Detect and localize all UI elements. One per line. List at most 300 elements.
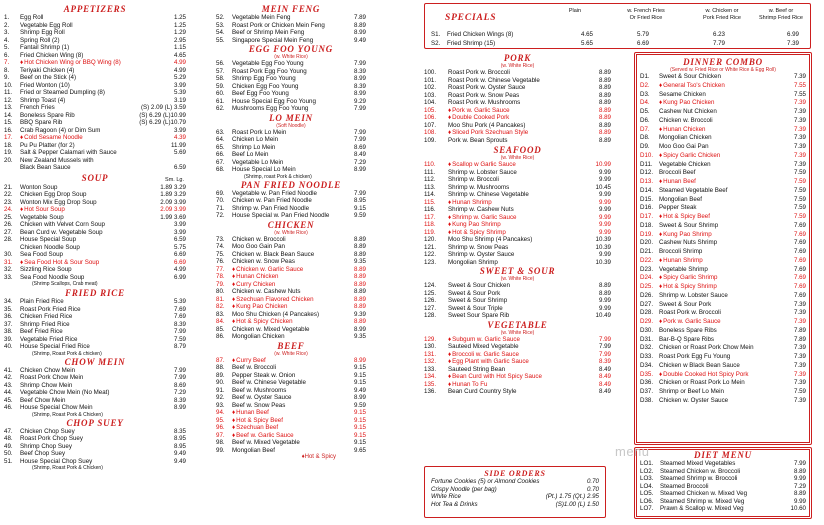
menu-item-price: 7.69 bbox=[793, 230, 806, 238]
menu-item-label: Double Cooked Pork bbox=[452, 114, 510, 121]
menu-item-row bbox=[424, 366, 611, 374]
watermark: menu bbox=[615, 444, 650, 459]
menu-item-label: Pork w. Garlic Sauce bbox=[663, 318, 721, 325]
menu-item-label: Spring Roll (2) bbox=[20, 36, 60, 44]
menu-item-price: (S) 2.09 (L) 3.59 bbox=[140, 104, 186, 111]
menu-item-price: 8.99 bbox=[353, 90, 366, 97]
menu-item-name bbox=[4, 328, 174, 336]
menu-item-number: 46. bbox=[4, 404, 13, 411]
dinner-combo-box bbox=[634, 52, 812, 445]
menu-item-row bbox=[216, 417, 366, 425]
menu-item-row bbox=[640, 126, 806, 135]
menu-item-number: 103. bbox=[424, 91, 437, 99]
menu-item-row bbox=[4, 104, 186, 112]
menu-item-label: Broccoli Shrimp bbox=[659, 248, 703, 255]
menu-item-name bbox=[4, 37, 174, 45]
menu-item-price: 7.99 bbox=[353, 136, 366, 143]
special-price: 6.99 bbox=[786, 31, 799, 38]
menu-item-price: 8.99 bbox=[353, 29, 366, 36]
menu-item-row bbox=[640, 353, 806, 362]
menu-item-price: 9.35 bbox=[353, 333, 366, 340]
lo-mein-sub: (Shrimp, roast Pork & chicken) bbox=[244, 173, 312, 180]
hot-spicy-icon: ♦ bbox=[232, 318, 236, 325]
menu-item-price: 8.49 bbox=[598, 373, 611, 380]
menu-item-row bbox=[424, 214, 611, 222]
menu-item-name bbox=[4, 450, 174, 458]
menu-item-price: 9.65 bbox=[353, 446, 366, 454]
seafood-list bbox=[424, 161, 611, 266]
menu-item-name bbox=[4, 191, 160, 199]
menu-item-number: 12. bbox=[4, 96, 13, 104]
menu-item-name bbox=[640, 266, 794, 275]
menu-item-label: Mushrooms Egg Foo Young bbox=[232, 105, 309, 112]
menu-item-label: Vegetable Mein Feng bbox=[232, 14, 291, 21]
menu-item-name bbox=[216, 136, 354, 144]
menu-item-label: Hunan Beef bbox=[236, 409, 269, 416]
menu-item-row bbox=[640, 266, 806, 275]
menu-item-label: Steamed Vegetable Beef bbox=[659, 186, 728, 194]
menu-item-name bbox=[640, 292, 794, 301]
menu-item-number: D14. bbox=[640, 186, 654, 194]
menu-item-price: 7.39 bbox=[793, 99, 806, 107]
diet-menu-row bbox=[640, 498, 806, 506]
menu-item-row bbox=[424, 191, 611, 199]
menu-item-label: Bean Curd Country Style bbox=[448, 388, 517, 395]
menu-item-label: Chicken w. Oyster Sauce bbox=[659, 396, 729, 404]
menu-item-row bbox=[216, 151, 366, 159]
menu-item-name bbox=[424, 388, 599, 396]
menu-item-label: Roast Pork Egg Foo Young bbox=[232, 67, 307, 75]
sweet-sour-note: (w. White Rice) bbox=[500, 276, 535, 282]
menu-item-label: Hunan Shrimp bbox=[452, 198, 492, 206]
menu-item-row bbox=[424, 251, 611, 259]
menu-item-number: 62. bbox=[216, 105, 225, 112]
menu-item-price: 7.59 bbox=[793, 213, 806, 220]
menu-item-label: Shrimp Toast (4) bbox=[20, 96, 66, 104]
menu-item-price: 9.49 bbox=[173, 450, 186, 457]
specials-box bbox=[424, 3, 811, 49]
menu-item-label: General Tso's Chicken bbox=[663, 81, 725, 89]
menu-item-row bbox=[424, 312, 611, 320]
menu-item-row bbox=[216, 60, 366, 68]
menu-item-price: 9.99 bbox=[598, 221, 611, 228]
menu-item-price: 4.39 bbox=[173, 134, 186, 141]
menu-item-label: New Zealand Mussels with bbox=[20, 156, 94, 164]
diet-menu-price: 8.89 bbox=[793, 467, 806, 475]
menu-item-label: Sweet & Sour Shrimp bbox=[659, 221, 719, 229]
hot-spicy-icon: ♦ bbox=[232, 431, 236, 439]
hot-spicy-icon: ♦ bbox=[659, 283, 663, 290]
menu-item-label: Roast Pork w. Broccoli bbox=[659, 309, 721, 317]
side-order-label: Crispy Noodle (per bag) bbox=[431, 485, 497, 493]
menu-item-number: D21. bbox=[640, 248, 654, 255]
menu-item-label: Chicken Chow Mein bbox=[20, 366, 76, 374]
menu-item-number: 109. bbox=[424, 136, 437, 144]
menu-item-name bbox=[424, 381, 599, 389]
menu-item-price: 9.39 bbox=[353, 310, 366, 318]
menu-item-name bbox=[424, 169, 599, 177]
menu-item-row bbox=[424, 336, 611, 344]
menu-item-name bbox=[216, 144, 354, 152]
hot-spicy-icon: ♦ bbox=[232, 409, 236, 416]
menu-item-row bbox=[216, 402, 366, 410]
menu-item-number: 100. bbox=[424, 69, 437, 76]
hot-spicy-icon: ♦ bbox=[232, 303, 236, 310]
menu-item-price: 5.29 bbox=[173, 74, 186, 81]
menu-item-row bbox=[424, 236, 611, 244]
menu-item-row bbox=[640, 283, 806, 292]
menu-item-row bbox=[4, 428, 186, 436]
mein-feng-title: MEIN FENG bbox=[261, 4, 321, 14]
menu-item-row bbox=[216, 166, 366, 174]
hot-spicy-icon: ♦ bbox=[659, 81, 663, 89]
diet-menu-row bbox=[640, 460, 806, 468]
menu-item-name bbox=[640, 99, 794, 108]
menu-item-number: 86. bbox=[216, 333, 225, 340]
menu-item-name bbox=[640, 344, 794, 353]
menu-item-row bbox=[216, 136, 366, 144]
menu-item-row bbox=[4, 306, 186, 314]
menu-item-row bbox=[424, 114, 611, 122]
menu-item-label: Cashew Nuts Shrimp bbox=[659, 239, 718, 247]
menu-item-label: Chicken or Roast Pork Lo Mein bbox=[659, 379, 745, 387]
diet-menu-number: LO6. bbox=[640, 497, 654, 505]
menu-item-row bbox=[640, 327, 806, 336]
menu-item-label: Shrimp w. Chinese Vegetable bbox=[448, 191, 529, 198]
menu-item-name bbox=[640, 362, 794, 371]
diet-menu-label bbox=[640, 505, 791, 513]
menu-item-price: 8.39 bbox=[173, 396, 186, 404]
menu-item-number: 6. bbox=[4, 51, 10, 59]
menu-item-name bbox=[216, 37, 354, 45]
menu-item-label: BBQ Spare Rib bbox=[20, 119, 63, 126]
menu-item-price: 7.59 bbox=[793, 204, 806, 212]
menu-item-name bbox=[216, 303, 354, 311]
menu-item-name bbox=[216, 364, 354, 372]
menu-item-number: D34. bbox=[640, 361, 654, 369]
menu-item-name bbox=[640, 231, 794, 240]
menu-item-name bbox=[4, 306, 174, 314]
fried-rice-note: (Shrimp, Roast Pork & chicken) bbox=[32, 350, 102, 357]
menu-item-price: 6.99 bbox=[173, 273, 186, 281]
column-1 bbox=[4, 4, 186, 471]
menu-item-row bbox=[4, 59, 186, 67]
menu-item-price: 8.89 bbox=[598, 129, 611, 136]
menu-item-name bbox=[4, 149, 174, 157]
menu-item-price: 6.69 bbox=[173, 258, 186, 266]
menu-item-price: 8.89 bbox=[598, 121, 611, 129]
menu-item-label: Wonton Mix Egg Drop Soup bbox=[20, 198, 97, 206]
menu-item-number: 87. bbox=[216, 356, 225, 364]
menu-item-number: D1. bbox=[640, 73, 650, 80]
menu-item-number: D8. bbox=[640, 134, 650, 142]
menu-item-number: 43. bbox=[4, 381, 13, 389]
menu-item-label: Singapore Special Mein Feng bbox=[232, 36, 314, 44]
menu-item-number: 33. bbox=[4, 273, 13, 281]
menu-item-price: 10.39 bbox=[595, 243, 611, 251]
menu-item-price: (S) 6.29 (L)10.79 bbox=[139, 119, 186, 126]
menu-item-number: 11. bbox=[4, 89, 13, 96]
menu-item-row bbox=[4, 214, 186, 222]
menu-item-name bbox=[216, 311, 354, 319]
menu-item-number: D3. bbox=[640, 90, 650, 98]
menu-item-name bbox=[216, 243, 354, 251]
menu-item-label: Vegetable Chow Mein (No Meat) bbox=[20, 389, 110, 396]
menu-item-price: 9.49 bbox=[353, 36, 366, 44]
menu-item-row bbox=[424, 184, 611, 192]
menu-item-label: Moo Shu Pork (4 Pancakes) bbox=[448, 121, 526, 129]
menu-item-name bbox=[216, 83, 354, 91]
diet-menu-price: 7.29 bbox=[793, 482, 806, 490]
hot-spicy-icon: ♦ bbox=[448, 380, 452, 388]
menu-item-name bbox=[640, 379, 794, 388]
menu-item-row bbox=[424, 221, 611, 229]
menu-item-name bbox=[4, 52, 174, 60]
mein-feng-list bbox=[216, 14, 366, 44]
menu-item-number: 134. bbox=[424, 373, 437, 380]
menu-item-label: Fried or Steamed Dumpling (8) bbox=[20, 89, 105, 96]
menu-item-label: Sea Food Soup bbox=[20, 251, 64, 258]
menu-item-row bbox=[640, 161, 806, 170]
menu-item-row bbox=[640, 336, 806, 345]
menu-item-number: 53. bbox=[216, 21, 225, 29]
menu-item-name bbox=[216, 288, 354, 296]
menu-item-price: 7.39 bbox=[793, 396, 806, 404]
pan-fried-title: PAN FRIED NOODLE bbox=[240, 179, 342, 190]
menu-item-row bbox=[4, 244, 186, 252]
menu-item-number: D30. bbox=[640, 326, 654, 334]
menu-item-label: Szechuan Beef bbox=[236, 424, 279, 431]
menu-item-label: Chicken w. Mixed Vegetable bbox=[232, 325, 310, 333]
menu-item-price: 7.69 bbox=[793, 291, 806, 299]
menu-item-label: Roast Pork Chow Mein bbox=[20, 374, 84, 381]
menu-item-label: Cold Sesame Noodle bbox=[24, 134, 83, 141]
menu-item-row bbox=[216, 424, 366, 432]
menu-item-label: Beef w. Broccoli bbox=[232, 364, 277, 371]
menu-item-row bbox=[4, 404, 186, 412]
menu-item-name bbox=[640, 204, 794, 213]
menu-item-label: Chicken w. Pan Fried Noodle bbox=[232, 197, 312, 204]
menu-item-label: Fried Wonton (10) bbox=[20, 81, 70, 89]
menu-item-price: 8.89 bbox=[353, 295, 366, 303]
menu-item-label: House Special Chow Mein bbox=[20, 404, 93, 411]
menu-item-number: 83. bbox=[216, 310, 225, 318]
menu-item-price: 9.15 bbox=[353, 439, 366, 446]
menu-item-price: 9.15 bbox=[353, 204, 366, 212]
menu-item-price: 8.39 bbox=[173, 320, 186, 328]
menu-item-name bbox=[4, 89, 174, 97]
chop-suey-list bbox=[4, 428, 186, 466]
menu-item-number: 128. bbox=[424, 312, 437, 319]
menu-item-price: 7.99 bbox=[353, 60, 366, 67]
menu-item-number: 32. bbox=[4, 266, 13, 273]
lo-mein-list bbox=[216, 129, 366, 174]
hot-spicy-icon: ♦ bbox=[659, 274, 663, 282]
diet-menu-label bbox=[640, 475, 794, 483]
dinner-combo-title: DINNER COMBO bbox=[683, 57, 763, 67]
menu-item-price: 9.49 bbox=[353, 386, 366, 394]
menu-item-price: 7.55 bbox=[793, 90, 806, 98]
hot-spicy-icon: ♦ bbox=[20, 59, 24, 66]
special-price: 6.69 bbox=[636, 40, 649, 47]
menu-item-name bbox=[424, 99, 599, 107]
hot-spicy-icon: ♦ bbox=[448, 373, 452, 380]
menu-item-label: Mongolian Beef bbox=[659, 195, 702, 203]
menu-item-number: 40. bbox=[4, 343, 13, 350]
menu-item-price: 4.65 bbox=[173, 51, 186, 59]
menu-item-row bbox=[424, 259, 611, 267]
menu-item-number: 54. bbox=[216, 29, 225, 36]
menu-item-name bbox=[640, 397, 794, 406]
menu-item-number: 129. bbox=[424, 335, 437, 343]
menu-item-name bbox=[216, 129, 354, 137]
menu-item-name bbox=[216, 409, 354, 417]
menu-item-row bbox=[640, 108, 806, 117]
menu-item-number: 35. bbox=[4, 305, 13, 313]
menu-item-name bbox=[4, 458, 174, 466]
hot-spicy-icon: ♦ bbox=[232, 295, 236, 303]
menu-item-price: 7.69 bbox=[173, 305, 186, 313]
menu-item-number: 104. bbox=[424, 99, 437, 106]
menu-item-name bbox=[216, 402, 354, 410]
menu-item-name bbox=[216, 417, 354, 425]
menu-item-row bbox=[4, 343, 186, 351]
menu-item-price: 1.25 bbox=[173, 14, 186, 21]
menu-item-price: 8.89 bbox=[598, 91, 611, 99]
menu-item-label: Kung Pao Shrimp bbox=[663, 230, 712, 238]
menu-item-number: 34. bbox=[4, 298, 13, 305]
menu-item-label: Mongolian Chicken bbox=[232, 333, 285, 340]
menu-item-number: 79. bbox=[216, 280, 225, 288]
column-3 bbox=[424, 53, 611, 396]
menu-item-price: 9.15 bbox=[353, 364, 366, 371]
menu-item-label: Hot & Spicy Beef bbox=[236, 416, 283, 424]
menu-item-label: Shrimp Chow Mein bbox=[20, 381, 73, 389]
menu-item-row bbox=[216, 387, 366, 395]
menu-item-price: 7.39 bbox=[793, 73, 806, 80]
menu-item-number: 41. bbox=[4, 366, 13, 374]
menu-item-name bbox=[640, 108, 794, 117]
menu-item-row bbox=[4, 134, 186, 142]
menu-item-name bbox=[216, 236, 354, 244]
diet-menu-price: 9.99 bbox=[793, 497, 806, 505]
menu-item-label: Sea Food Noodle Soup bbox=[20, 273, 85, 281]
menu-item-number: 71. bbox=[216, 204, 225, 212]
menu-item-name bbox=[424, 214, 599, 222]
menu-item-label: Pepper Steak bbox=[659, 204, 697, 212]
menu-item-row bbox=[640, 388, 806, 397]
menu-item-number: 118. bbox=[424, 221, 436, 228]
menu-item-number: 69. bbox=[216, 189, 225, 197]
menu-item-name bbox=[4, 397, 174, 405]
menu-item-name bbox=[640, 73, 794, 82]
menu-item-row bbox=[640, 274, 806, 283]
menu-item-price: 7.99 bbox=[353, 105, 366, 112]
menu-item-price: 8.89 bbox=[598, 69, 611, 76]
side-order-price: (S)1.00 (L) 1.50 bbox=[555, 500, 599, 508]
menu-item-number: 38. bbox=[4, 328, 13, 335]
menu-item-row bbox=[4, 328, 186, 336]
menu-item-label: Roast Pork w. Broccoli bbox=[448, 69, 510, 76]
menu-item-number: D6. bbox=[640, 116, 650, 124]
menu-item-name bbox=[424, 351, 599, 359]
menu-item-number: 9. bbox=[4, 74, 10, 81]
menu-item-price: 9.99 bbox=[598, 251, 611, 258]
menu-item-name bbox=[424, 206, 599, 214]
diet-menu-number: LO4. bbox=[640, 482, 654, 490]
appetizers-list bbox=[4, 14, 186, 172]
menu-item-number: 5. bbox=[4, 44, 10, 51]
menu-item-row bbox=[640, 397, 806, 406]
menu-item-number: D35. bbox=[640, 370, 654, 378]
menu-item-row bbox=[4, 119, 186, 127]
menu-item-label: Sweet & Sour Chicken bbox=[448, 282, 510, 289]
menu-item-name bbox=[4, 82, 174, 90]
menu-item-name bbox=[640, 196, 794, 205]
menu-item-row bbox=[216, 129, 366, 137]
menu-item-price: 6.59 bbox=[173, 236, 186, 243]
menu-item-name bbox=[216, 357, 354, 365]
menu-item-row bbox=[424, 176, 611, 184]
menu-item-row bbox=[216, 296, 366, 304]
menu-item-row bbox=[4, 22, 186, 30]
fried-rice-title: FRIED RICE bbox=[65, 288, 125, 298]
menu-item-price: (S) 6.29 (L)10.99 bbox=[139, 111, 186, 119]
menu-item-name bbox=[216, 447, 354, 455]
menu-item-price: 3.99 bbox=[173, 126, 186, 134]
side-order-price: (Pt.) 1.75 (Qt.) 2.95 bbox=[545, 493, 599, 500]
menu-item-label: Shrimp w. Cashew Nuts bbox=[448, 206, 514, 213]
menu-item-number: 116. bbox=[424, 206, 436, 213]
menu-item-label: Wonton Soup bbox=[20, 183, 58, 191]
diet-menu-label bbox=[640, 468, 794, 476]
menu-item-number: D2. bbox=[640, 81, 650, 89]
menu-item-row bbox=[4, 67, 186, 75]
hot-spicy-icon: ♦ bbox=[448, 213, 452, 221]
menu-item-price: 8.99 bbox=[353, 166, 366, 173]
menu-item-price: 8.89 bbox=[598, 76, 611, 84]
menu-item-price: 8.89 bbox=[598, 114, 611, 121]
menu-item-number: 81. bbox=[216, 295, 225, 303]
menu-item-label: French Fries bbox=[20, 104, 55, 111]
menu-item-label: Chicken Egg Foo Young bbox=[232, 82, 299, 90]
menu-item-name bbox=[424, 84, 599, 92]
menu-item-name bbox=[216, 333, 354, 341]
menu-item-number: 25. bbox=[4, 213, 13, 221]
menu-item-label: Roast Pork w. Snow Peas bbox=[448, 91, 520, 99]
menu-item-row bbox=[216, 281, 366, 289]
menu-item-name bbox=[216, 159, 354, 167]
menu-item-row bbox=[4, 229, 186, 237]
menu-item-number: D23. bbox=[640, 265, 654, 273]
specials-title: SPECIALS bbox=[445, 13, 497, 23]
menu-item-number: D10. bbox=[640, 151, 654, 159]
menu-item-price: 7.99 bbox=[353, 189, 366, 197]
diet-menu-name: Steamed Shrimp w. Broccoli bbox=[660, 475, 738, 482]
hot-spicy-icon: ♦ bbox=[232, 356, 236, 364]
menu-item-price: 4.99 bbox=[173, 266, 186, 273]
menu-item-number: D12. bbox=[640, 169, 654, 177]
menu-item-name bbox=[640, 213, 794, 222]
menu-item-row bbox=[424, 229, 611, 237]
menu-item-label: Hot & Spicy Shrimp bbox=[663, 283, 717, 290]
menu-item-label: Hunan Chicken bbox=[663, 125, 706, 133]
menu-item-number: 110. bbox=[424, 161, 436, 168]
menu-item-number: 28. bbox=[4, 236, 13, 243]
menu-item-price: 2.09 3.99 bbox=[160, 198, 186, 206]
menu-item-number: 130. bbox=[424, 343, 437, 350]
menu-item-label: Sweet & Sour Shrimp bbox=[448, 297, 508, 304]
